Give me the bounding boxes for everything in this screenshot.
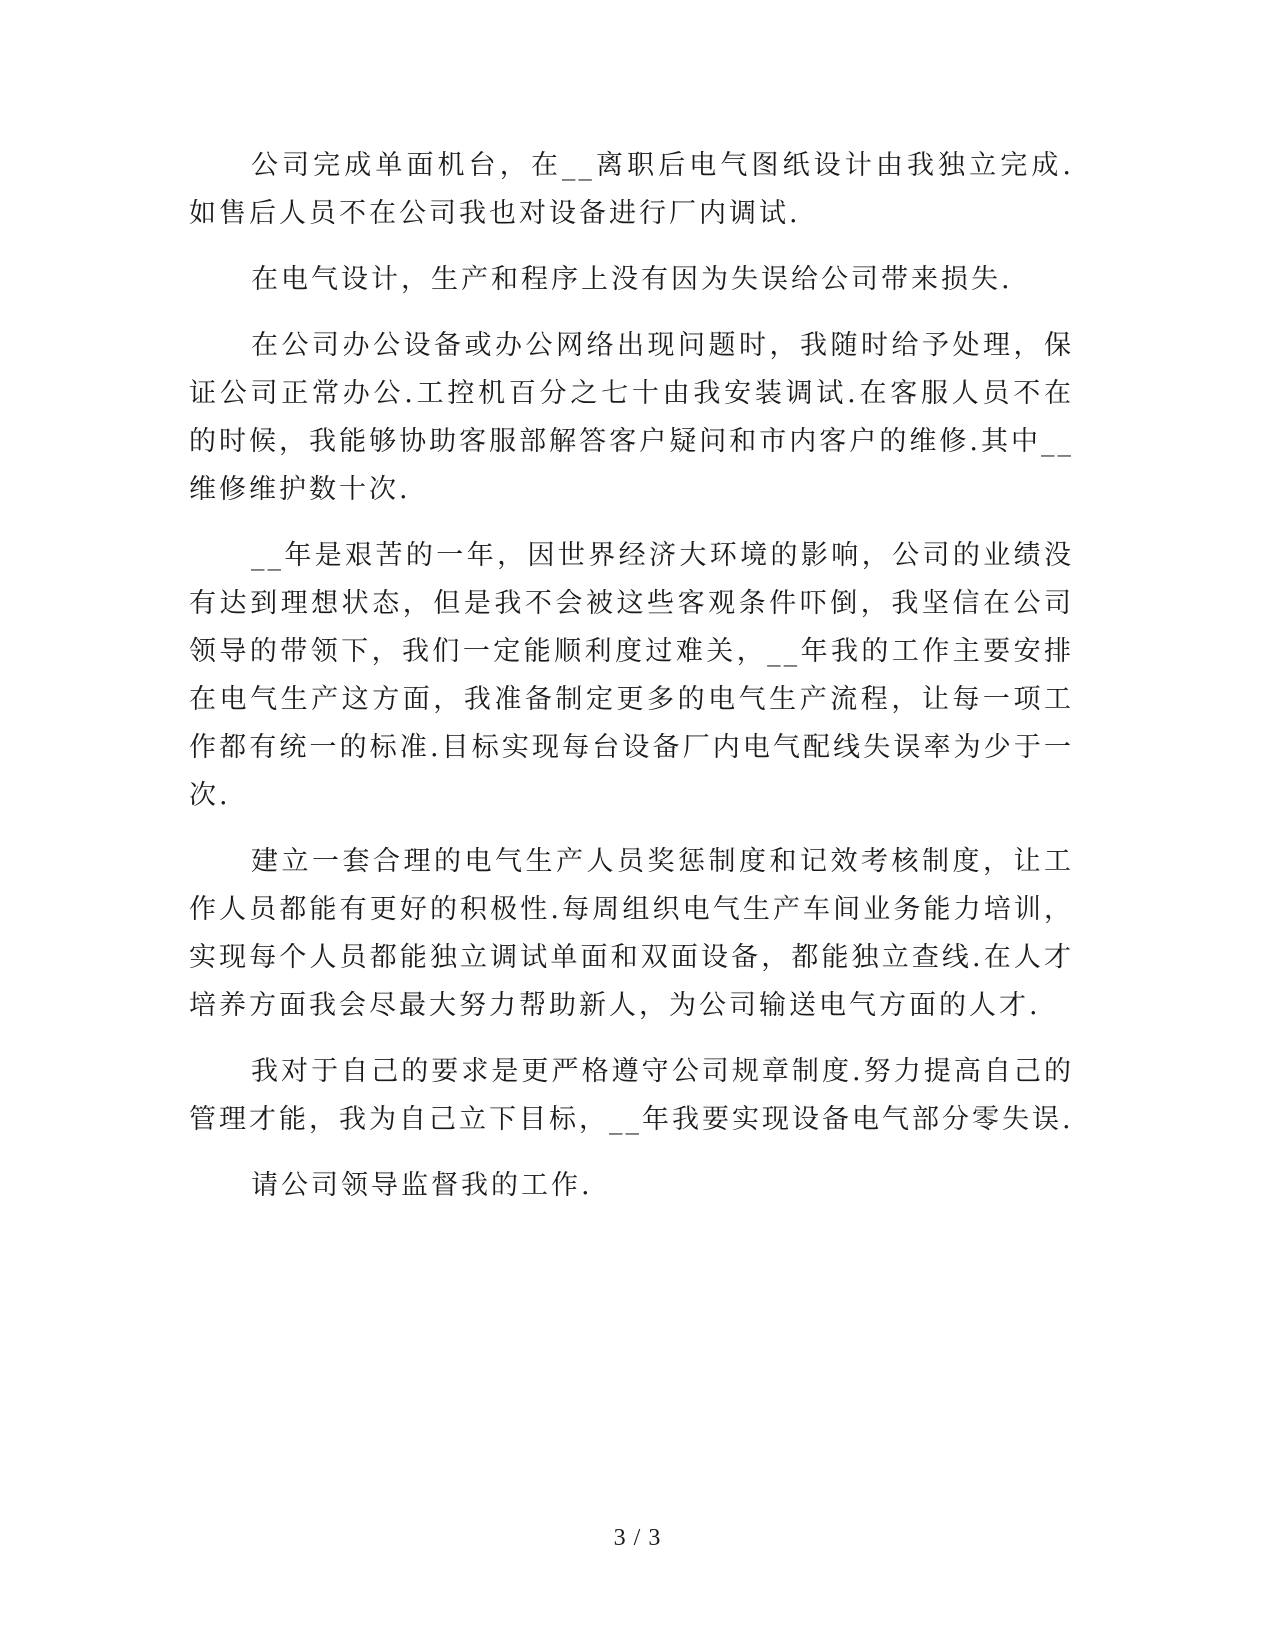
paragraph: 公司完成单面机台，在__离职后电气图纸设计由我独立完成.如售后人员不在公司我也对设备进行厂内调试.	[189, 150, 1074, 229]
paragraph: __年是艰苦的一年，因世界经济大环境的影响，公司的业绩没有达到理想状态，但是我不会被这些客观条件吓倒，我坚信在公司领导的带领下，我们一定能顺利度过难关，__年我的工作主要安排在电气生产这方面，我准备制定更多的电气生产流程，让每一项工作都有统一的标准.目标实现每台设备厂内电气配线失误率为少于一次.	[189, 540, 1074, 811]
paragraph: 在电气设计，生产和程序上没有因为失误给公司带来损失.	[251, 264, 1013, 295]
page-number: 3 / 3	[613, 1525, 662, 1551]
paragraph: 在公司办公设备或办公网络出现问题时，我随时给予处理，保证公司正常办公.工控机百分之七十由我安装调试.在客服人员不在的时候，我能够协助客服部解答客户疑问和市内客户的维修.其中__维修维护数十次.	[189, 330, 1074, 505]
paragraph: 我对于自己的要求是更严格遵守公司规章制度.努力提高自己的管理才能，我为自己立下目标，__年我要实现设备电气部分零失误.	[189, 1056, 1074, 1135]
document-body	[189, 142, 1074, 1228]
paragraph: 请公司领导监督我的工作.	[251, 1170, 593, 1201]
paragraph: 建立一套合理的电气生产人员奖惩制度和记效考核制度，让工作人员都能有更好的积极性.每周组织电气生产车间业务能力培训，实现每个人员都能独立调试单面和双面设备，都能独立查线.在人才培养方面我会尽最大努力帮助新人，为公司输送电气方面的人才.	[189, 846, 1074, 1021]
